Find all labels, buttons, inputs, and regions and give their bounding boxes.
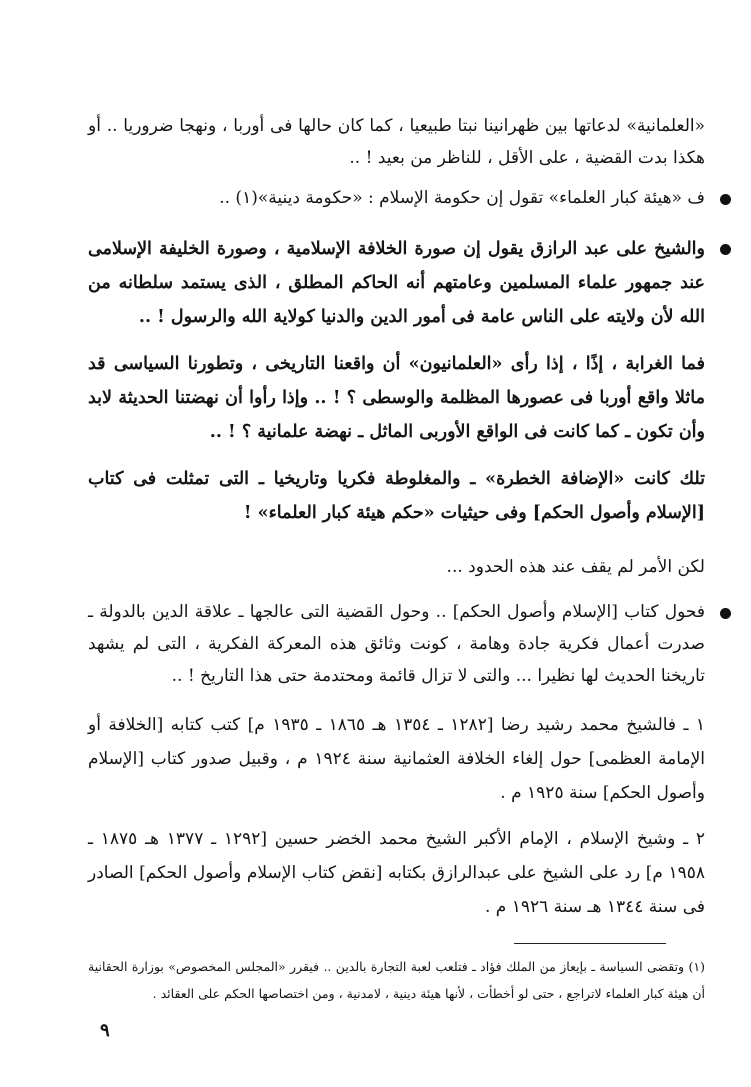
- bullet-item-book-debate: [88, 596, 731, 692]
- bullet-item-scholars-body: [88, 182, 731, 214]
- bullet-dot-icon: [720, 194, 731, 205]
- bullet-text: والشيخ على عبد الرازق يقول إن صورة الخلافة الإسلامية ، وصورة الخليفة الإسلامى عند جمهور علماء المسلمين وعامتهم أنه الحاكم المطلق ، الذى يستمد سلطانه من الله لأن ولايته على الناس عامة فى أمور الدين والدنيا كولاية الله والرسول ! ..: [88, 239, 705, 327]
- bullet-dot-icon: [720, 244, 731, 255]
- paragraph-dangerous-addition: تلك كانت «الإضافة الخطرة» ـ والمغلوطة فكريا وتاريخيا ـ التى تمثلت فى كتاب [الإسلام وأصول الحكم] وفى حيثيات «حكم هيئة كبار العلماء» !: [88, 469, 705, 523]
- bullet-text: ف «هيئة كبار العلماء» تقول إن حكومة الإسلام : «حكومة دينية»(١) ..: [219, 188, 705, 208]
- paragraph-secularism-intro: «العلمانية» لدعاتها بين ظهرانينا نبتا طبيعيا ، كما كان حالها فى أوربا ، ونهجا ضروريا .. أو هكذا بدت القضية ، على الأقل ، للناظر من بعيد ! ..: [88, 116, 705, 168]
- bullet-item-abdelrazek: [88, 232, 731, 334]
- bullet-dot-icon: [720, 608, 731, 619]
- numbered-item-1: ١ ـ فالشيخ محمد رشيد رضا [١٢٨٢ ـ ١٣٥٤ هـ ١٨٦٥ ـ ١٩٣٥ م] كتب كتابه [الخلافة أو الإمامة العظمى] حول إلغاء الخلافة العثمانية سنة ١٩٢٤ م ، وقبيل صدور كتاب [الإسلام وأصول الحكم] سنة ١٩٢٥ م .: [88, 715, 706, 803]
- numbered-item-2: ٢ ـ وشيخ الإسلام ، الإمام الأكبر الشيخ محمد الخضر حسين [١٢٩٢ ـ ١٣٧٧ هـ ١٨٧٥ ـ ١٩٥٨ م] رد على الشيخ على عبدالرازق بكتابه [نقض كتاب الإسلام وأصول الحكم] الصادر فى سنة ١٣٤٤ هـ سنة ١٩٢٦ م .: [88, 829, 705, 917]
- bullet-text: فحول كتاب [الإسلام وأصول الحكم] .. وحول القضية التى عالجها ـ علاقة الدين بالدولة ـ صدرت أعمال فكرية جادة وهامة ، كونت وثائق هذه المعركة الفكرية ، التى لم يشهد تاريخنا الحديث لها نظيرا ... والتى لا تزال قائمة ومحتدمة حتى هذا التاريخ ! ..: [88, 602, 705, 686]
- paragraph-transition: لكن الأمر لم يقف عند هذه الحدود ...: [446, 557, 705, 577]
- footnote-divider: [514, 943, 666, 944]
- footnote: (١) وتقضى السياسة ـ بإيعاز من الملك فؤاد ـ فتلعب لعبة التجارة بالدين .. فيقرر «المجلس المخصوص» بوزارة الحقانية أن هيئة كبار العلماء لاتراجع ، حتى لو أخطأت ، لأنها هيئة دينية ، لامدنية ، ومن اختصاصها الحكم على العقائد .: [88, 959, 705, 1001]
- page-number: ٩: [100, 1020, 110, 1041]
- paragraph-strangeness: فما الغرابة ، إذًا ، إذا رأى «العلمانيون» أن واقعنا التاريخى ، وتطورنا السياسى قد ماثلا واقع أوربا فى عصورها المظلمة والوسطى ؟ ! .. وإذا رأوا أن نهضتنا الحديثة لابد وأن تكون ـ كما كانت فى الواقع الأوربى الماثل ـ نهضة علمانية ؟ ! ..: [88, 354, 705, 442]
